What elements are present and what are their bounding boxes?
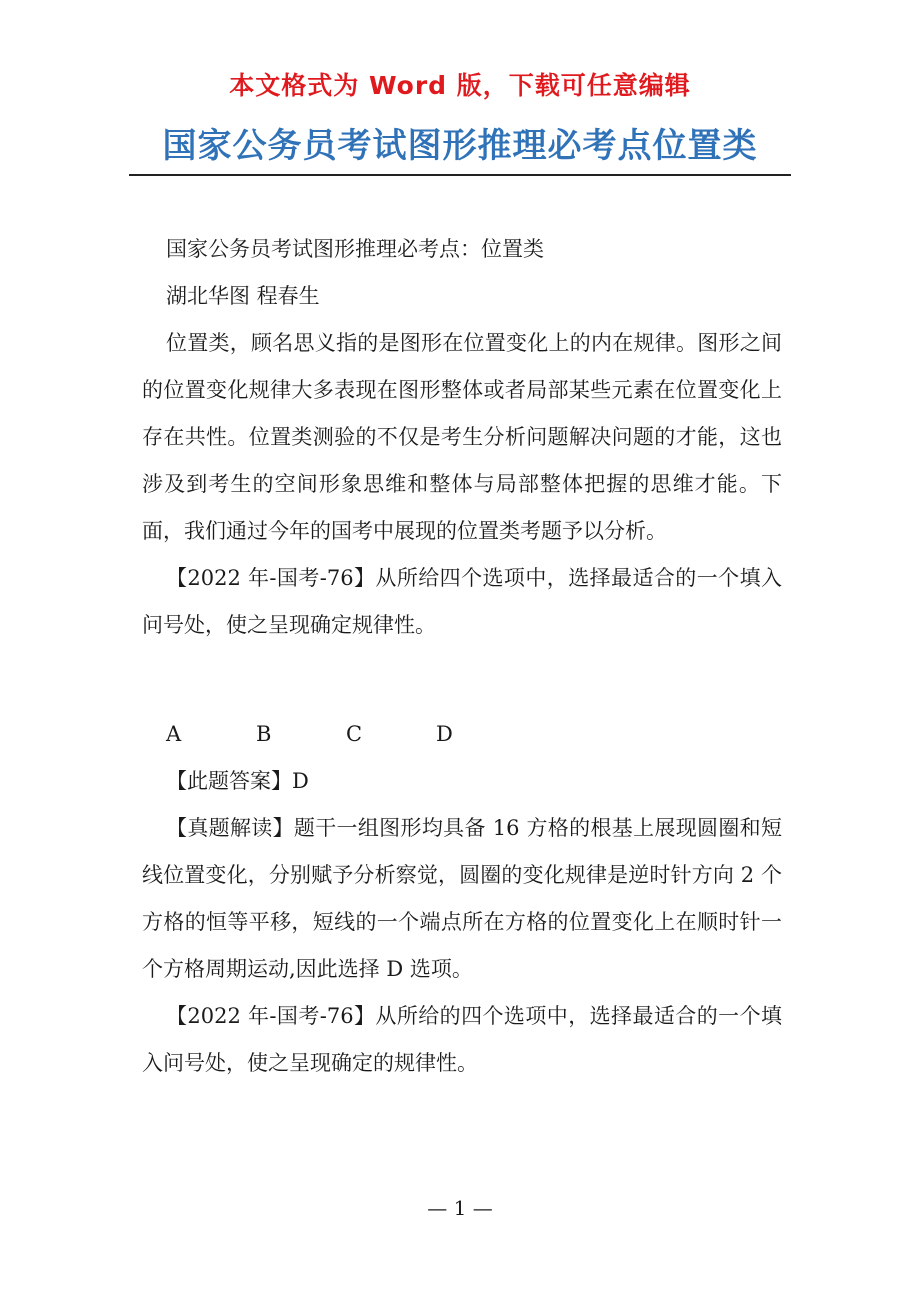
page-number: — 1 — bbox=[427, 1196, 493, 1220]
title-underline bbox=[129, 174, 791, 176]
option-c-label: C bbox=[346, 722, 363, 746]
question-paragraph-2: 【2022 年-国考-76】从所给的四个选项中，选择最适合的一个填入问号处，使之呈现确定的规律性。 bbox=[142, 1004, 782, 1075]
document-title: 国家公务员考试图形推理必考点位置类 bbox=[162, 126, 758, 166]
option-b-label: B bbox=[256, 722, 272, 746]
option-d-label: D bbox=[436, 722, 453, 746]
format-banner: 本文格式为 Word 版，下载可任意编辑 bbox=[229, 71, 691, 100]
explanation-paragraph: 【真题解读】题干一组图形均具备 16 方格的根基上展现圆圈和短线位置变化，分别赋予分析察觉，圆圈的变化规律是逆时针方向 2 个方格的恒等平移，短线的一个端点所在方格的位置变化上在顺时针一个方格周期运动,因此选择 D 选项。 bbox=[142, 816, 782, 981]
author-line: 湖北华图 程春生 bbox=[166, 284, 320, 308]
answer-options bbox=[142, 711, 782, 758]
intro-paragraph: 位置类，顾名思义指的是图形在位置变化上的内在规律。图形之间的位置变化规律大多表现在图形整体或者局部某些元素在位置变化上存在共性。位置类测验的不仅是考生分析问题解决问题的才能，这也涉及到考生的空间形象思维和整体与局部整体把握的思维才能。下面，我们通过今年的国考中展现的位置类考题予以分析。 bbox=[142, 331, 782, 543]
subtitle-paragraph: 国家公务员考试图形推理必考点：位置类 bbox=[166, 237, 544, 261]
document-body bbox=[142, 226, 782, 1087]
option-a-label: A bbox=[166, 722, 182, 746]
answer-paragraph: 【此题答案】D bbox=[166, 769, 309, 793]
question-paragraph-1: 【2022 年-国考-76】从所给四个选项中，选择最适合的一个填入问号处，使之呈现确定规律性。 bbox=[142, 566, 782, 637]
